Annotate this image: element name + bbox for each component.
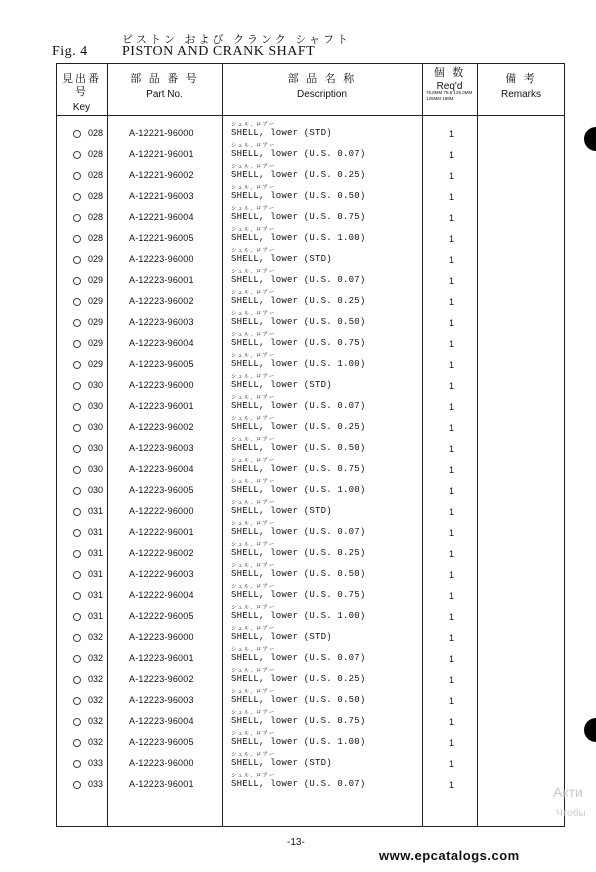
row-quantity: 1 (449, 675, 455, 685)
row-key: 031 (88, 611, 104, 621)
row-description-jp: シェル, ロアー (231, 605, 276, 611)
table-row (56, 711, 565, 732)
row-description: SHELL, lower (U.S. 0.50) (231, 191, 366, 201)
table-row (56, 375, 565, 396)
row-description: SHELL, lower (U.S. 0.50) (231, 569, 366, 579)
header-reqd (422, 66, 477, 93)
row-description: SHELL, lower (U.S. 0.07) (231, 401, 366, 411)
table-row (56, 291, 565, 312)
header-key (56, 72, 107, 114)
table-row (56, 312, 565, 333)
row-description-jp: シェル, ロアー (231, 458, 276, 464)
row-part-number: A-12223-96002 (129, 296, 194, 306)
row-quantity: 1 (449, 381, 455, 391)
circle-marker-icon (73, 655, 81, 663)
row-description: SHELL, lower (U.S. 0.25) (231, 296, 366, 306)
row-description-jp: シェル, ロアー (231, 227, 276, 233)
row-key: 033 (88, 758, 104, 768)
row-description-jp: シェル, ロアー (231, 332, 276, 338)
row-description: SHELL, lower (STD) (231, 506, 332, 516)
circle-marker-icon (73, 613, 81, 621)
row-quantity: 1 (449, 318, 455, 328)
row-description: SHELL, lower (U.S. 0.07) (231, 149, 366, 159)
table-row (56, 459, 565, 480)
table-row (56, 333, 565, 354)
row-part-number: A-12223-96004 (129, 338, 194, 348)
circle-marker-icon (73, 193, 81, 201)
row-description-jp: シェル, ロアー (231, 626, 276, 632)
circle-marker-icon (73, 403, 81, 411)
binding-tab-top (584, 127, 596, 151)
row-part-number: A-12223-96001 (129, 779, 194, 789)
table-row (56, 732, 565, 753)
row-description-jp: シェル, ロアー (231, 206, 276, 212)
row-quantity: 1 (449, 171, 455, 181)
row-description: SHELL, lower (U.S. 1.00) (231, 485, 366, 495)
table-row (56, 165, 565, 186)
row-key: 028 (88, 170, 104, 180)
row-part-number: A-12221-96005 (129, 233, 194, 243)
row-quantity: 1 (449, 717, 455, 727)
activation-overlay-line1: Акти (553, 784, 583, 800)
row-description: SHELL, lower (U.S. 1.00) (231, 233, 366, 243)
row-description: SHELL, lower (STD) (231, 254, 332, 264)
table-row (56, 501, 565, 522)
row-description-jp: シェル, ロアー (231, 584, 276, 590)
row-part-number: A-12223-96000 (129, 632, 194, 642)
circle-marker-icon (73, 130, 81, 138)
row-part-number: A-12221-96001 (129, 149, 194, 159)
row-key: 028 (88, 128, 104, 138)
circle-marker-icon (73, 466, 81, 474)
row-description: SHELL, lower (U.S. 0.25) (231, 674, 366, 684)
row-part-number: A-12223-96003 (129, 317, 194, 327)
figure-label: Fig. 4 (52, 44, 88, 59)
row-key: 029 (88, 338, 104, 348)
row-key: 030 (88, 422, 104, 432)
row-description-jp: シェル, ロアー (231, 668, 276, 674)
row-key: 030 (88, 464, 104, 474)
row-quantity: 1 (449, 591, 455, 601)
circle-marker-icon (73, 697, 81, 705)
row-part-number: A-12223-96004 (129, 464, 194, 474)
header-key-jp: 見出番号 (62, 72, 101, 98)
row-quantity: 1 (449, 276, 455, 286)
row-part-number: A-12222-96005 (129, 611, 194, 621)
header-part-jp: 部 品 番 号 (130, 72, 199, 85)
row-quantity: 1 (449, 129, 455, 139)
header-description (222, 72, 422, 101)
circle-marker-icon (73, 550, 81, 558)
circle-marker-icon (73, 445, 81, 453)
row-description: SHELL, lower (U.S. 0.25) (231, 170, 366, 180)
row-description-jp: シェル, ロアー (231, 353, 276, 359)
row-key: 032 (88, 674, 104, 684)
header-remarks-jp: 備 考 (505, 72, 537, 85)
row-part-number: A-12223-96000 (129, 758, 194, 768)
row-description-jp: シェル, ロアー (231, 773, 276, 779)
row-quantity: 1 (449, 759, 455, 769)
row-description-jp: シェル, ロアー (231, 395, 276, 401)
row-description-jp: シェル, ロアー (231, 521, 276, 527)
row-key: 032 (88, 632, 104, 642)
row-key: 032 (88, 716, 104, 726)
row-quantity: 1 (449, 696, 455, 706)
row-quantity: 1 (449, 423, 455, 433)
circle-marker-icon (73, 340, 81, 348)
row-quantity: 1 (449, 507, 455, 517)
circle-marker-icon (73, 235, 81, 243)
row-description-jp: シェル, ロアー (231, 290, 276, 296)
header-reqd-en: Req'd (436, 81, 463, 92)
header-remarks-en: Remarks (500, 89, 541, 100)
row-part-number: A-12223-96002 (129, 674, 194, 684)
row-description: SHELL, lower (STD) (231, 632, 332, 642)
figure-japanese-title: ピストン および クランク シャフト (122, 33, 352, 46)
circle-marker-icon (73, 319, 81, 327)
header-remarks (477, 72, 565, 101)
table-row (56, 522, 565, 543)
table-row (56, 774, 565, 795)
row-key: 029 (88, 296, 104, 306)
table-row (56, 354, 565, 375)
binding-tab-bottom (584, 718, 596, 742)
row-quantity: 1 (449, 192, 455, 202)
circle-marker-icon (73, 172, 81, 180)
circle-marker-icon (73, 760, 81, 768)
circle-marker-icon (73, 424, 81, 432)
row-key: 029 (88, 275, 104, 285)
row-part-number: A-12223-96001 (129, 275, 194, 285)
row-quantity: 1 (449, 633, 455, 643)
row-description-jp: シェル, ロアー (231, 563, 276, 569)
row-quantity: 1 (449, 234, 455, 244)
row-description: SHELL, lower (U.S. 0.07) (231, 527, 366, 537)
row-description: SHELL, lower (U.S. 0.25) (231, 548, 366, 558)
table-row (56, 186, 565, 207)
row-description: SHELL, lower (U.S. 0.50) (231, 317, 366, 327)
row-description-jp: シェル, ロアー (231, 752, 276, 758)
circle-marker-icon (73, 361, 81, 369)
row-part-number: A-12221-96002 (129, 170, 194, 180)
row-key: 032 (88, 695, 104, 705)
row-description-jp: シェル, ロアー (231, 710, 276, 716)
watermark: www.epcatalogs.com (379, 848, 520, 863)
table-row (56, 270, 565, 291)
row-key: 030 (88, 443, 104, 453)
row-key: 028 (88, 149, 104, 159)
row-part-number: A-12223-96005 (129, 737, 194, 747)
row-part-number: A-12222-96002 (129, 548, 194, 558)
row-quantity: 1 (449, 402, 455, 412)
row-description: SHELL, lower (U.S. 0.07) (231, 275, 366, 285)
circle-marker-icon (73, 382, 81, 390)
row-part-number: A-12223-96005 (129, 359, 194, 369)
row-part-number: A-12223-96003 (129, 443, 194, 453)
row-description: SHELL, lower (U.S. 0.07) (231, 779, 366, 789)
row-description: SHELL, lower (STD) (231, 380, 332, 390)
row-description-jp: シェル, ロアー (231, 689, 276, 695)
row-quantity: 1 (449, 465, 455, 475)
table-row (56, 144, 565, 165)
row-key: 032 (88, 653, 104, 663)
row-part-number: A-12222-96004 (129, 590, 194, 600)
row-description: SHELL, lower (U.S. 0.07) (231, 653, 366, 663)
row-quantity: 1 (449, 780, 455, 790)
row-description-jp: シェル, ロアー (231, 479, 276, 485)
row-quantity: 1 (449, 150, 455, 160)
header-reqd-jp: 個 数 (433, 66, 466, 79)
row-description-jp: シェル, ロアー (231, 143, 276, 149)
circle-marker-icon (73, 256, 81, 264)
row-quantity: 1 (449, 612, 455, 622)
row-description-jp: シェル, ロアー (231, 731, 276, 737)
row-key: 031 (88, 506, 104, 516)
row-description-jp: シェル, ロアー (231, 269, 276, 275)
row-quantity: 1 (449, 486, 455, 496)
row-description: SHELL, lower (U.S. 0.75) (231, 338, 366, 348)
row-key: 030 (88, 380, 104, 390)
row-description: SHELL, lower (U.S. 0.75) (231, 212, 366, 222)
row-quantity: 1 (449, 444, 455, 454)
row-part-number: A-12221-96003 (129, 191, 194, 201)
table-row (56, 228, 565, 249)
row-key: 028 (88, 212, 104, 222)
circle-marker-icon (73, 676, 81, 684)
row-part-number: A-12221-96000 (129, 128, 194, 138)
table-row (56, 543, 565, 564)
table-row (56, 417, 565, 438)
circle-marker-icon (73, 487, 81, 495)
row-key: 029 (88, 317, 104, 327)
row-quantity: 1 (449, 570, 455, 580)
row-description-jp: シェル, ロアー (231, 164, 276, 170)
row-description: SHELL, lower (U.S. 0.75) (231, 464, 366, 474)
header-part (107, 72, 222, 101)
row-key: 031 (88, 527, 104, 537)
row-description: SHELL, lower (U.S. 1.00) (231, 611, 366, 621)
row-quantity: 1 (449, 213, 455, 223)
table-row (56, 438, 565, 459)
row-part-number: A-12223-96001 (129, 653, 194, 663)
circle-marker-icon (73, 592, 81, 600)
table-row (56, 564, 565, 585)
row-part-number: A-12223-96002 (129, 422, 194, 432)
row-key: 031 (88, 569, 104, 579)
row-quantity: 1 (449, 549, 455, 559)
row-description: SHELL, lower (U.S. 0.50) (231, 443, 366, 453)
table-row (56, 123, 565, 144)
row-part-number: A-12223-96000 (129, 254, 194, 264)
page-number: -13- (287, 837, 305, 848)
header-description-en: Description (296, 89, 348, 100)
row-part-number: A-12223-96000 (129, 380, 194, 390)
row-part-number: A-12223-96005 (129, 485, 194, 495)
circle-marker-icon (73, 298, 81, 306)
row-quantity: 1 (449, 528, 455, 538)
circle-marker-icon (73, 739, 81, 747)
row-description: SHELL, lower (STD) (231, 128, 332, 138)
row-part-number: A-12223-96003 (129, 695, 194, 705)
header-divider (56, 115, 565, 116)
row-quantity: 1 (449, 255, 455, 265)
row-key: 032 (88, 737, 104, 747)
table-row (56, 396, 565, 417)
header-part-en: Part No. (146, 89, 183, 100)
row-description: SHELL, lower (U.S. 0.25) (231, 422, 366, 432)
row-key: 029 (88, 359, 104, 369)
row-description-jp: シェル, ロアー (231, 122, 276, 128)
table-row (56, 627, 565, 648)
row-quantity: 1 (449, 297, 455, 307)
row-quantity: 1 (449, 738, 455, 748)
header-reqd-engine-sizes: 75.8MM 75.8 125.0MM 125MM 188M (426, 90, 473, 101)
table-row (56, 249, 565, 270)
row-quantity: 1 (449, 654, 455, 664)
row-description-jp: シェル, ロアー (231, 542, 276, 548)
row-description-jp: シェル, ロアー (231, 500, 276, 506)
row-description-jp: シェル, ロアー (231, 374, 276, 380)
header-description-jp: 部 品 名 称 (287, 72, 357, 85)
row-description-jp: シェル, ロアー (231, 248, 276, 254)
header-key-en: Key (72, 102, 91, 113)
row-description-jp: シェル, ロアー (231, 311, 276, 317)
row-description: SHELL, lower (U.S. 1.00) (231, 737, 366, 747)
circle-marker-icon (73, 214, 81, 222)
table-row (56, 690, 565, 711)
row-quantity: 1 (449, 360, 455, 370)
table-row (56, 480, 565, 501)
row-part-number: A-12223-96004 (129, 716, 194, 726)
row-part-number: A-12221-96004 (129, 212, 194, 222)
circle-marker-icon (73, 151, 81, 159)
figure-title: PISTON AND CRANK SHAFT (122, 44, 316, 59)
row-part-number: A-12222-96001 (129, 527, 194, 537)
row-key: 030 (88, 401, 104, 411)
table-row (56, 585, 565, 606)
row-key: 031 (88, 590, 104, 600)
row-key: 029 (88, 254, 104, 264)
circle-marker-icon (73, 277, 81, 285)
row-part-number: A-12222-96003 (129, 569, 194, 579)
activation-overlay-line2: Чтобы (556, 808, 586, 819)
row-description-jp: シェル, ロアー (231, 647, 276, 653)
circle-marker-icon (73, 781, 81, 789)
circle-marker-icon (73, 571, 81, 579)
row-key: 033 (88, 779, 104, 789)
row-description: SHELL, lower (U.S. 0.50) (231, 695, 366, 705)
row-description-jp: シェル, ロアー (231, 416, 276, 422)
row-description-jp: シェル, ロアー (231, 185, 276, 191)
row-part-number: A-12222-96000 (129, 506, 194, 516)
row-description: SHELL, lower (U.S. 1.00) (231, 359, 366, 369)
row-key: 030 (88, 485, 104, 495)
row-description: SHELL, lower (U.S. 0.75) (231, 590, 366, 600)
circle-marker-icon (73, 508, 81, 516)
row-part-number: A-12223-96001 (129, 401, 194, 411)
table-row (56, 669, 565, 690)
table-row (56, 207, 565, 228)
row-key: 031 (88, 548, 104, 558)
table-row (56, 648, 565, 669)
row-description-jp: シェル, ロアー (231, 437, 276, 443)
row-description: SHELL, lower (STD) (231, 758, 332, 768)
row-key: 028 (88, 191, 104, 201)
circle-marker-icon (73, 529, 81, 537)
row-key: 028 (88, 233, 104, 243)
row-quantity: 1 (449, 339, 455, 349)
table-row (56, 753, 565, 774)
table-row (56, 606, 565, 627)
circle-marker-icon (73, 718, 81, 726)
circle-marker-icon (73, 634, 81, 642)
row-description: SHELL, lower (U.S. 0.75) (231, 716, 366, 726)
